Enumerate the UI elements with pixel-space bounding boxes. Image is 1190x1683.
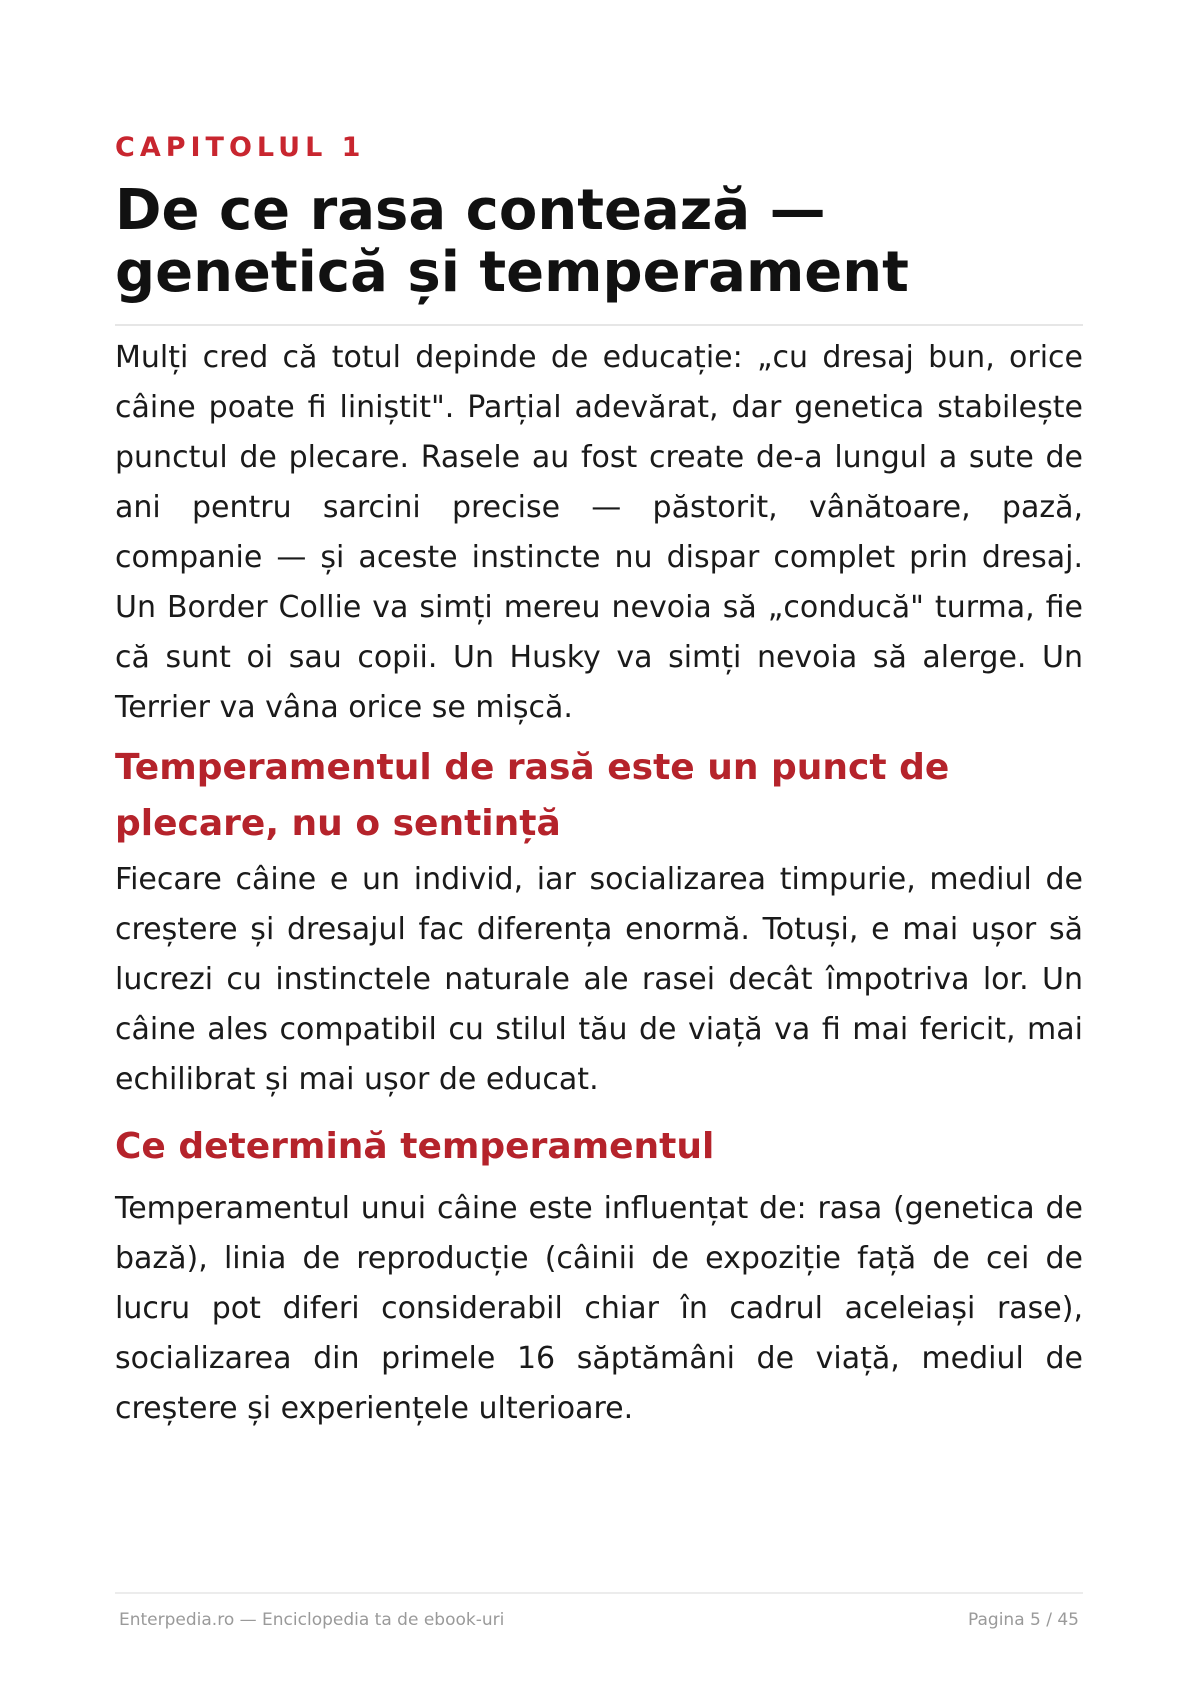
intro-paragraph: Mulți cred că totul depinde de educație: „cu dresaj bun, orice câine poate fi liniștit". Parțial adevărat, dar genetica stabilește punctul de plecare. Rasele au fost create de-a lungul a sute de ani pentru sarcini precise — păstorit, vânătoare, pază, companie — și aceste instincte nu dispar complet prin dresaj. Un Border Collie va simți mereu nevoia să „conducă" turma, fie că sunt oi sau copii. Un Husky va simți nevoia să alerge. Un Terrier va vâna orice se mișcă. [115,340,1083,725]
section-heading-temperament-start [115,740,1083,852]
footer-divider [115,1592,1083,1594]
chapter-label: CAPITOLUL 1 [115,132,366,163]
page-footer [119,1608,1079,1632]
section-heading-line-2: plecare, nu o sentință [115,803,561,844]
document-page [115,0,1083,1683]
chapter-title [115,180,1083,304]
section-heading-what-determines: Ce determină temperamentul [115,1126,715,1167]
section-paragraph-what-determines: Temperamentul unui câine este influențat de: rasa (genetica de bază), linia de reproducție (câinii de expoziție față de cei de lucru pot diferi considerabil chiar în cadrul aceleiași rase), socializarea din primele 16 săptămâni de viață, mediul de creștere și experiențele ulterioare. [115,1191,1083,1426]
footer-page-number: Pagina 5 / 45 [968,1610,1079,1630]
section-paragraph-temperament-start: Fiecare câine e un individ, iar socializarea timpurie, mediul de creștere și dresajul fac diferența enormă. Totuși, e mai ușor să lucrezi cu instinctele naturale ale rasei decât împotriva lor. Un câine ales compatibil cu stilul tău de viață va fi mai fericit, mai echilibrat și mai ușor de educat. [115,862,1083,1097]
title-divider [115,324,1083,326]
footer-site-name: Enterpedia.ro — Enciclopedia ta de ebook-uri [119,1610,505,1630]
section-heading-line-1: Temperamentul de rasă este un punct de [115,747,950,788]
chapter-title-line-2: genetică și temperament [115,240,909,305]
chapter-title-line-1: De ce rasa contează — [115,178,826,243]
